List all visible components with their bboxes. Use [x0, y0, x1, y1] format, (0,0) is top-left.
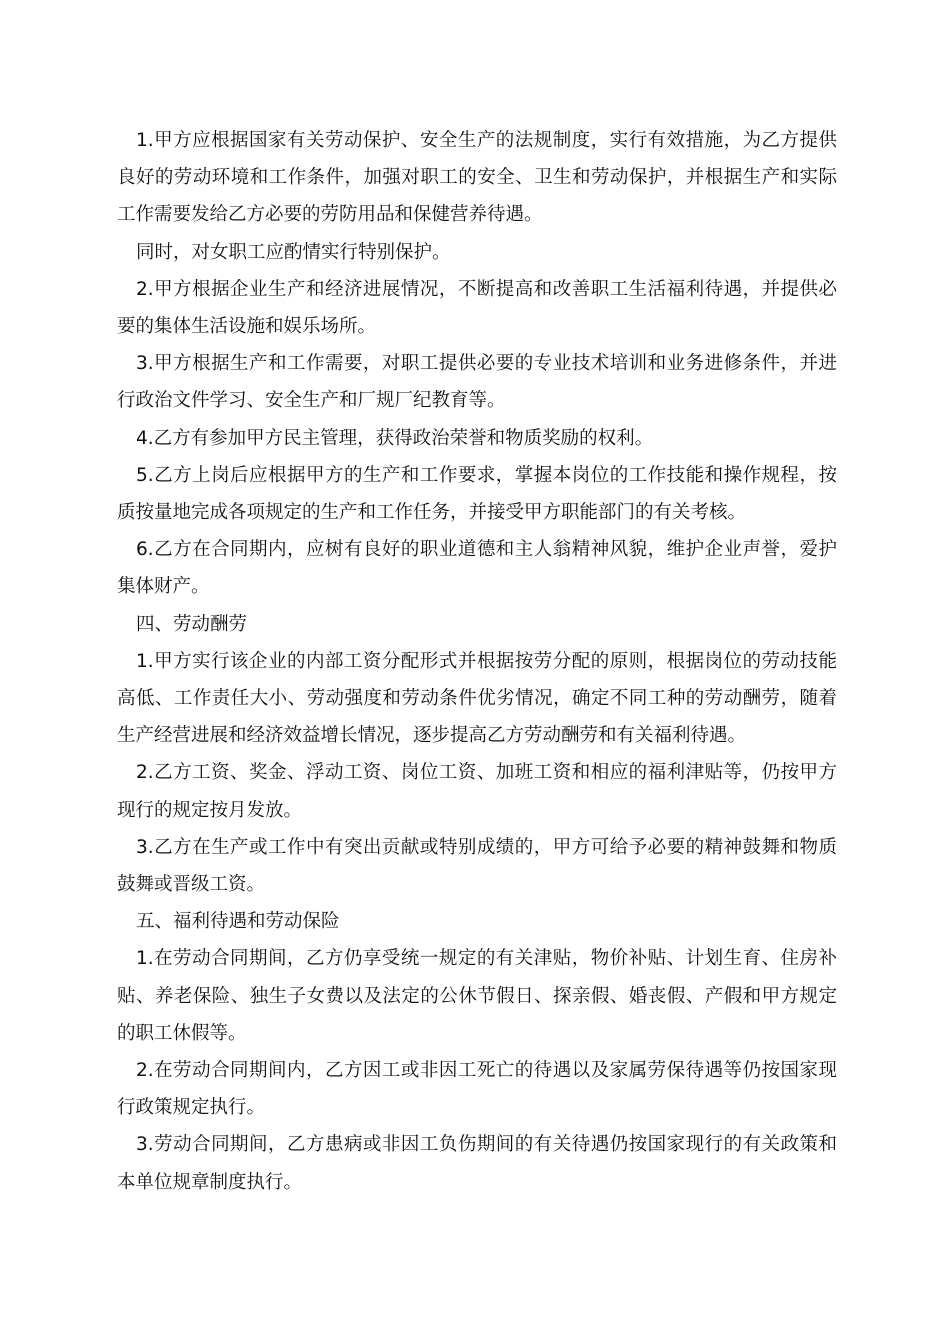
paragraph-clause-5: 5.乙方上岗后应根据甲方的生产和工作要求，掌握本岗位的工作技能和操作规程，按质按量地完成各项规定的生产和工作任务，并接受甲方职能部门的有关考核。 [117, 464, 837, 524]
paragraph-clause-1: 1.甲方应根据国家有关劳动保护、安全生产的法规制度，实行有效措施，为乙方提供良好的劳动环境和工作条件，加强对职工的安全、卫生和劳动保护，并根据生产和实际工作需要发给乙方必要的劳防用品和保健营养待遇。 [117, 130, 837, 226]
paragraph-welfare-1: 1.在劳动合同期间，乙方仍享受统一规定的有关津贴，物价补贴、计划生育、住房补贴、养老保险、独生子女费以及法定的公休节假日、探亲假、婚丧假、产假和甲方规定的职工休假等。 [117, 948, 837, 1044]
paragraph-remuneration-2: 2.乙方工资、奖金、浮动工资、岗位工资、加班工资和相应的福利津贴等，仍按甲方现行的规定按月发放。 [117, 762, 837, 821]
paragraph-female-protection: 同时，对女职工应酌情实行特别保护。 [136, 241, 451, 263]
paragraph-clause-3: 3.甲方根据生产和工作需要，对职工提供必要的专业技术培训和业务进修条件，并进行政治文件学习、安全生产和厂规厂纪教育等。 [117, 353, 837, 412]
section-heading-remuneration: 四、劳动酬劳 [136, 613, 248, 635]
paragraph-clause-6: 6.乙方在合同期内，应树有良好的职业道德和主人翁精神风貌，维护企业声誉，爱护集体财产。 [117, 539, 837, 598]
paragraph-clause-4: 4.乙方有参加甲方民主管理，获得政治荣誉和物质奖励的权利。 [136, 427, 654, 449]
paragraph-remuneration-3: 3.乙方在生产或工作中有突出贡献或特别成绩的，甲方可给予必要的精神鼓舞和物质鼓舞或晋级工资。 [117, 836, 837, 896]
paragraph-welfare-2: 2.在劳动合同期间内，乙方因工或非因工死亡的待遇以及家属劳保待遇等仍按国家现行政策规定执行。 [117, 1060, 837, 1119]
document-body [117, 122, 837, 1201]
section-heading-welfare: 五、福利待遇和劳动保险 [136, 911, 340, 933]
paragraph-remuneration-1: 1.甲方实行该企业的内部工资分配形式并根据按劳分配的原则，根据岗位的劳动技能高低、工作责任大小、劳动强度和劳动条件优劣情况，确定不同工种的劳动酬劳，随着生产经营进展和经济效益增长情况，逐步提高乙方劳动酬劳和有关福利待遇。 [117, 650, 837, 747]
paragraph-clause-2: 2.甲方根据企业生产和经济进展情况，不断提高和改善职工生活福利待遇，并提供必要的集体生活设施和娱乐场所。 [117, 278, 837, 338]
paragraph-welfare-3: 3.劳动合同期间，乙方患病或非因工负伤期间的有关待遇仍按国家现行的有关政策和本单位规章制度执行。 [117, 1134, 837, 1193]
